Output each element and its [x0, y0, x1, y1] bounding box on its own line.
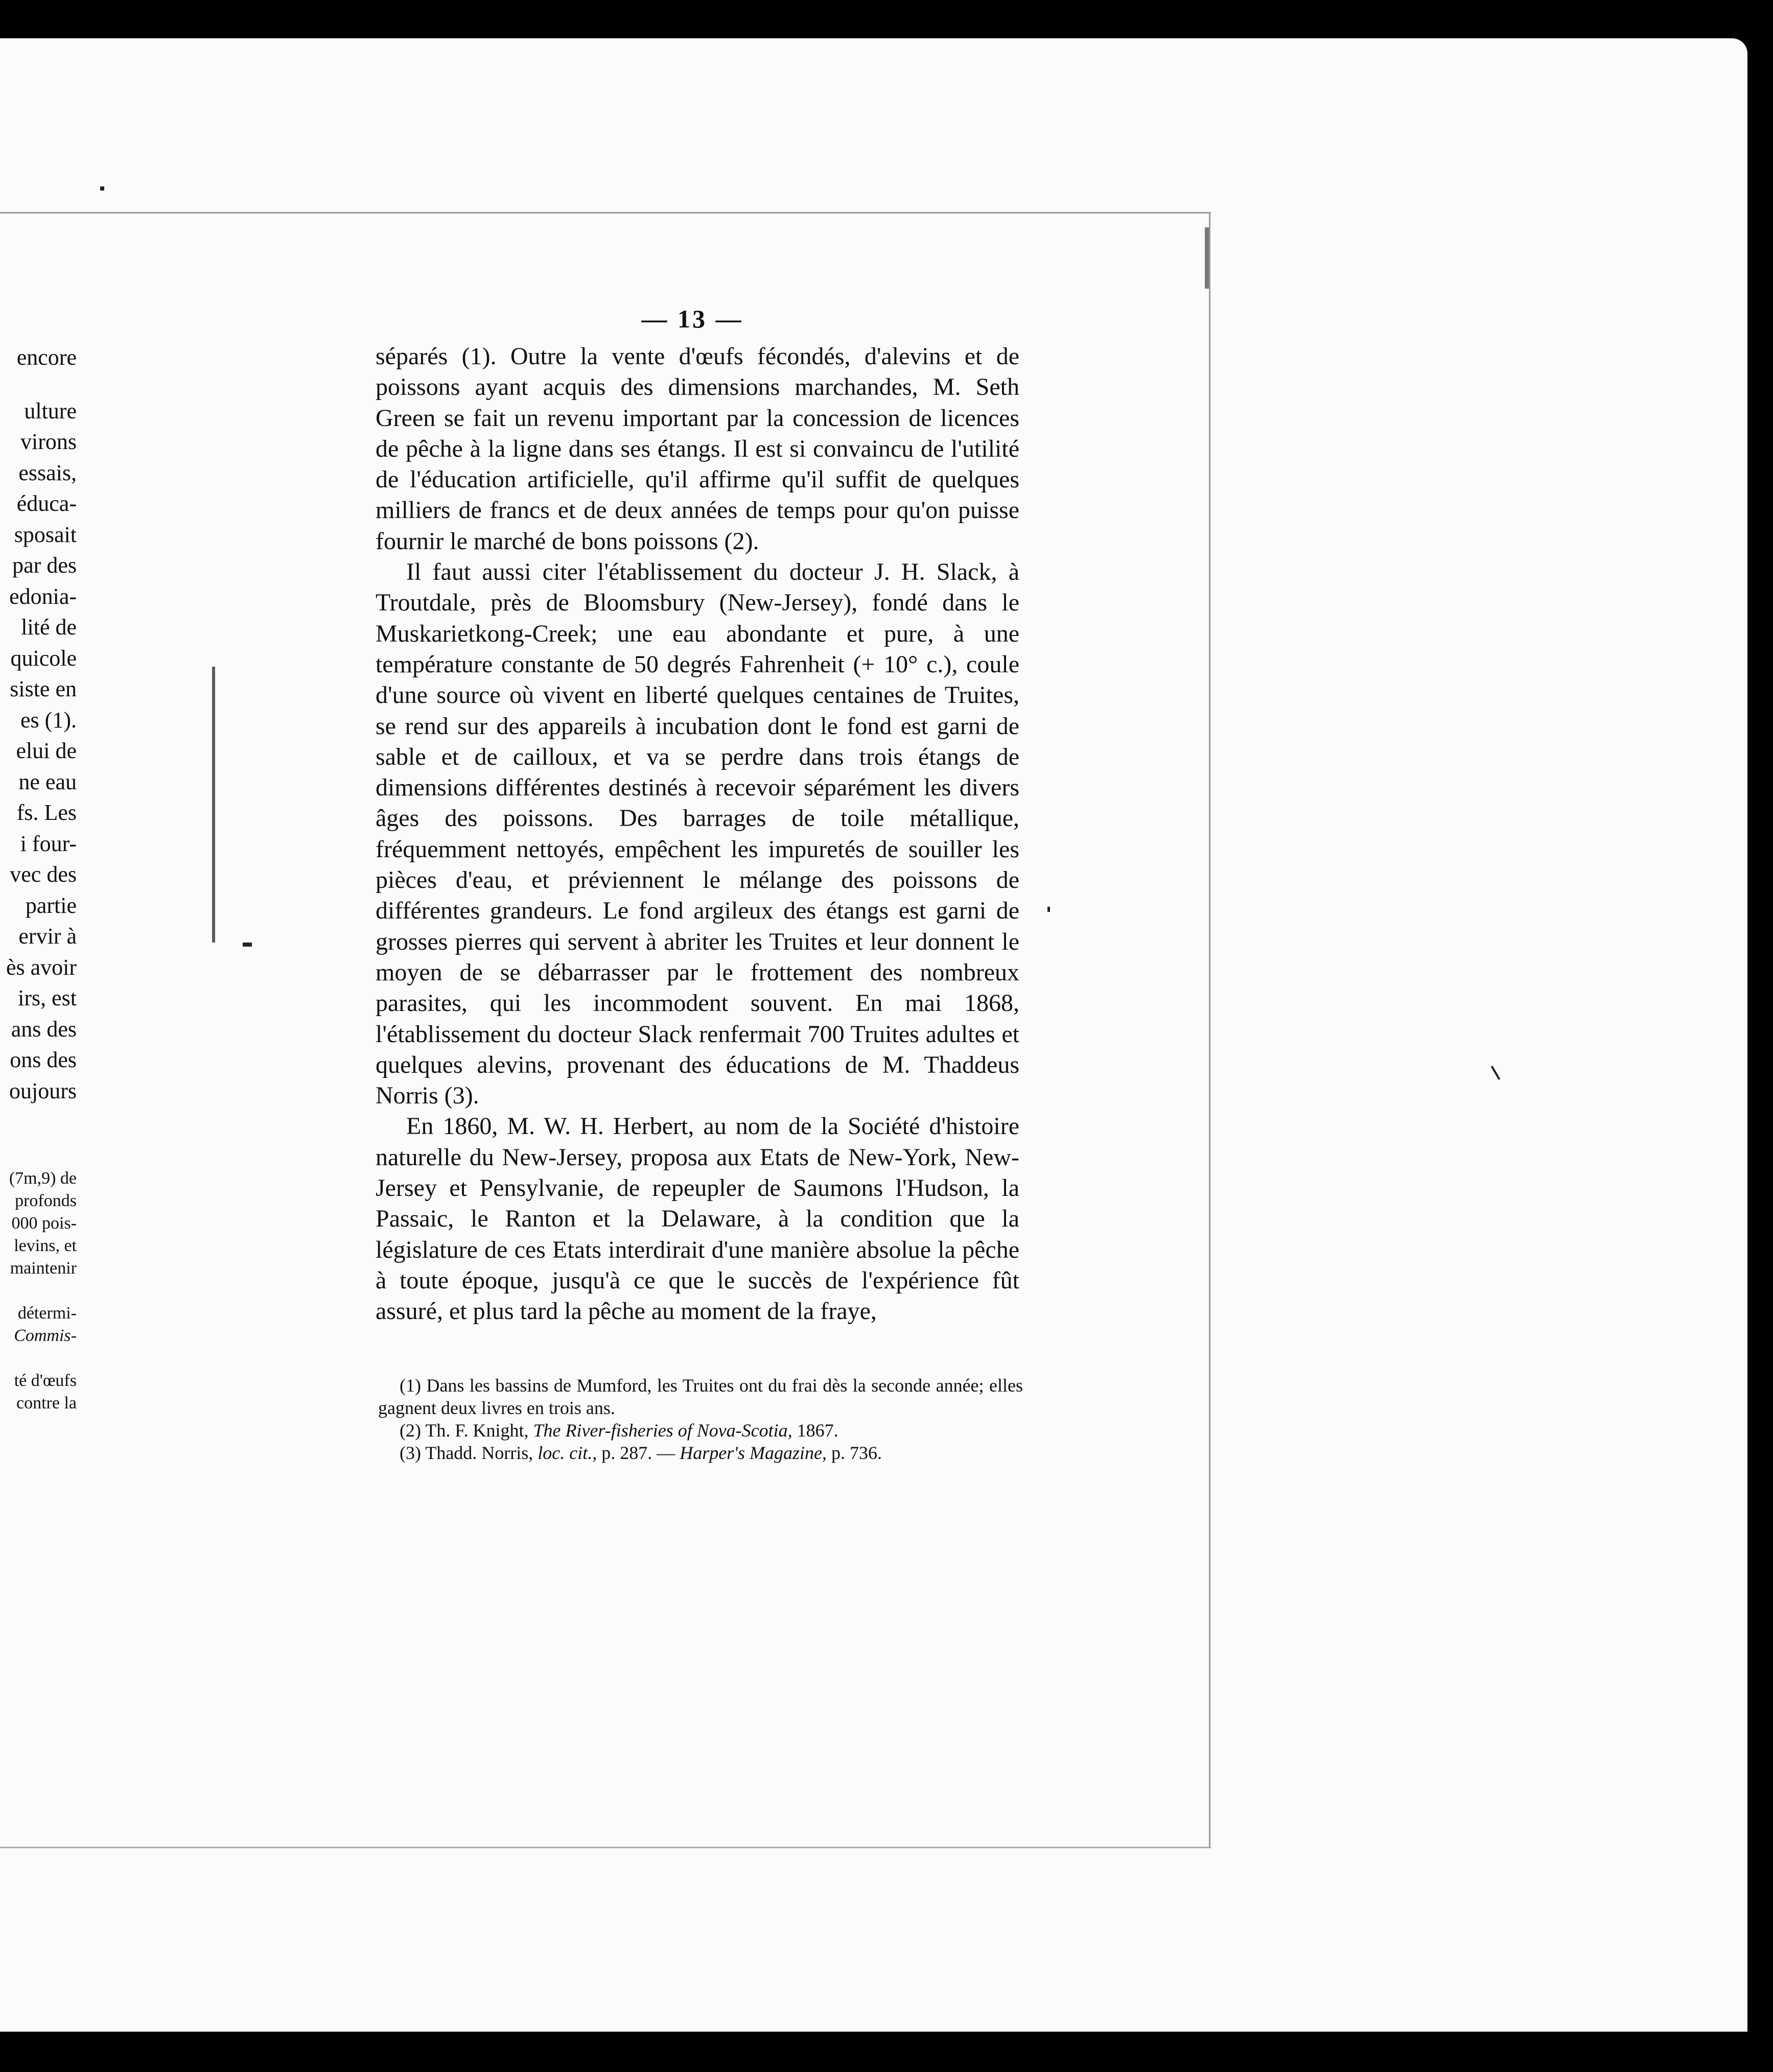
footnote-2-author: (2) Th. F. Knight, [400, 1420, 529, 1441]
book-gutter-fold [212, 667, 215, 943]
ink-speck [243, 943, 252, 947]
paragraph: Il faut aussi citer l'établissement du docteur J. H. Slack, à Troutdale, près de Bloomsbury (New-Jersey), fondé dans le Muskarietkong-Creek; une eau abondante et pure, à une température constante de 50 degrés Fahrenheit (+ 10° c.), coule d'une source où vivent en liberté quelques centaines de Truites, se rend sur des appareils à incubation dont le fond est garni de sable et de cailloux, et va se perdre dans trois étangs de dimensions différentes destinés à recevoir séparément les divers âges des poissons. Des barrages de toile métallique, fréquemment nettoyés, empêchent les impuretés de souiller les pièces d'eau, et préviennent le mélange des poissons de différentes grandeurs. Le fond argileux des étangs est garni de grosses pierres qui servent à abriter les Truites et leur donnent le moyen de se débarrasser par le frottement des nombreux parasites, qui les incommodent souvent. En mai 1868, l'établissement du docteur Slack renfermait 700 Truites adultes et quelques alevins, provenant des éducations de M. Thaddeus Norris (3). [376, 558, 1019, 1110]
left-line: lité de [21, 615, 77, 640]
footnote-3-page-2: p. 736. [831, 1443, 882, 1463]
ink-speck [100, 186, 104, 191]
footnote-2-title: The River-fisheries of Nova-Scotia, [533, 1420, 792, 1441]
page-border-top [0, 212, 1211, 214]
left-note-line: profonds [15, 1191, 77, 1210]
left-note-line: contre la [16, 1394, 77, 1412]
page-border-bottom [0, 1847, 1211, 1848]
left-line: quicole [10, 645, 77, 671]
left-line: essais, [18, 460, 77, 485]
footnote-3-magazine: Harper's Magazine, [680, 1443, 827, 1463]
left-note-line: détermi- [17, 1304, 77, 1323]
left-line: ulture [24, 398, 77, 423]
left-line: edonia- [9, 583, 77, 609]
left-line: vec des [10, 862, 77, 887]
ink-speck [1491, 1066, 1500, 1080]
left-note-line: (7m,9) de [9, 1169, 77, 1188]
left-line: partie [25, 892, 77, 918]
left-line: ès avoir [6, 954, 77, 980]
left-note-gap [0, 1280, 77, 1302]
paragraph: séparés (1). Outre la vente d'œufs fécondés, d'alevins et de poissons ayant acquis des dimensions marchandes, M. Seth Green se fait un revenu important par la concession de licences de pêche à la ligne dans ses étangs. Il est si convaincu de l'utilité de l'éducation artificielle, qu'il affirme qu'il suffit de quelques milliers de francs et de deux années de temps pour qu'on puisse fournir le marché de bons poissons (2). [376, 343, 1019, 555]
left-line: ons des [10, 1047, 77, 1072]
footnote-3-author: (3) Thadd. Norris, [400, 1443, 533, 1463]
left-line: es (1). [20, 707, 77, 733]
left-line: ervir à [18, 924, 77, 949]
left-line: virons [20, 429, 77, 454]
left-note-gap [0, 1347, 77, 1370]
left-line: elui de [16, 738, 77, 763]
left-line: ans des [11, 1016, 77, 1042]
page-border-right [1209, 212, 1210, 1847]
ink-speck [1047, 907, 1050, 912]
footnote-3 [378, 1442, 1023, 1464]
left-line: ne eau [18, 769, 77, 794]
left-line-gap [0, 373, 77, 396]
left-line: fs. Les [16, 800, 77, 825]
left-page-fragment [0, 342, 77, 1106]
page-number: — 13 — [641, 304, 743, 333]
left-note-line: maintenir [10, 1259, 77, 1278]
footnote-2 [378, 1419, 1023, 1442]
left-page-notes-fragment [0, 1167, 77, 1415]
left-line: siste en [10, 676, 77, 701]
left-line: encore [16, 345, 77, 370]
paragraph: En 1860, M. W. H. Herbert, au nom de la Société d'histoire naturelle du New-Jersey, proposa aux Etats de New-York, New-Jersey et Pensylvanie, de repeupler de Saumons l'Hudson, la Passaic, le Ranton et la Delaware, à la condition que la législature de ces Etats interdirait d'une manière absolue la pêche à toute époque, jusqu'à ce que le succès de l'expérience fût assuré, et plus tard la pêche au moment de la fraye, [376, 1113, 1019, 1325]
left-note-line: té d'œufs [14, 1371, 77, 1390]
left-line: par des [12, 553, 77, 578]
left-line: oujours [9, 1078, 77, 1103]
left-note-line: 000 pois- [11, 1214, 77, 1233]
footnote-2-year: 1867. [797, 1420, 838, 1441]
footnote-1: (1) Dans les bassins de Mumford, les Truites ont du frai dès la seconde année; elles gagnent deux livres en trois ans. [378, 1375, 1023, 1418]
left-note-line: levins, et [14, 1236, 77, 1255]
left-note-line: Commis- [14, 1326, 77, 1345]
page-edge-mark [1205, 227, 1209, 289]
left-line: sposait [14, 522, 77, 547]
footnote-3-loc: loc. cit., [538, 1443, 597, 1463]
main-text [376, 341, 1019, 1327]
left-line: i four- [20, 831, 77, 856]
left-line: irs, est [18, 985, 77, 1010]
footnote-3-page: p. 287. — [601, 1443, 675, 1463]
left-line: éduca- [16, 491, 77, 516]
footnotes [378, 1374, 1023, 1464]
